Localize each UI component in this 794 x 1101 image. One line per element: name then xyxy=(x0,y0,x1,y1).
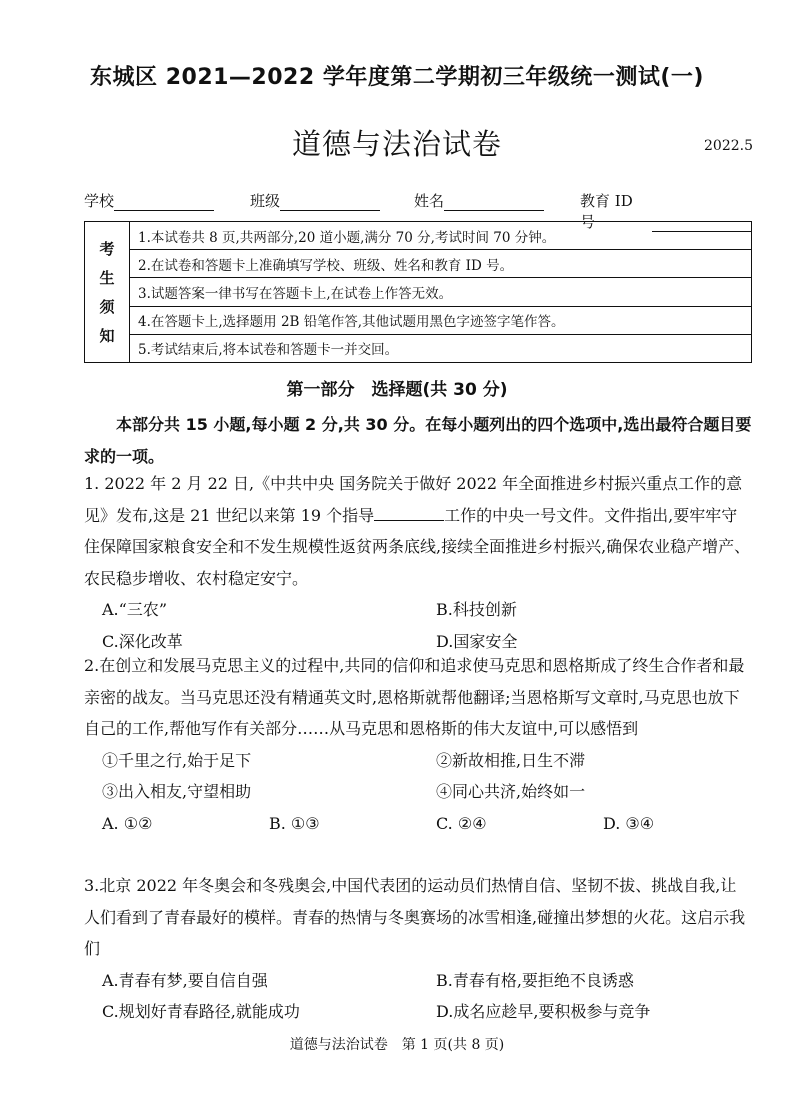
question-2 xyxy=(84,650,752,839)
option-c: C. ②④ xyxy=(436,813,487,833)
option-a: A.青春有梦,要自信自强 xyxy=(102,970,268,990)
education-id-field[interactable]: 教育 ID 号 xyxy=(580,190,752,232)
option-b: B.科技创新 xyxy=(436,600,517,619)
question-stem: 1. 2022 年 2 月 22 日,《中共中央 国务院关于做好 2022 年全面推进乡村振兴重点工作的意见》发布,这是 21 世纪以来第 19 个指导 工作的中央一号文件。文件指出,要牢牢守住保障国家粮食安全和不发生规模性返贫两条底线,接续全面推进乡村振兴,确保农业稳产增产、农民稳步增收、农村稳定安宁。 xyxy=(84,474,751,588)
student-info-fields xyxy=(84,190,752,231)
question-3 xyxy=(84,870,752,1028)
option-d: D. ③④ xyxy=(603,813,655,833)
option-d: D.国家安全 xyxy=(436,631,518,651)
exam-title: 东城区 2021—2022 学年度第二学期初三年级统一测试(一) xyxy=(90,65,704,90)
notice-item: 3.试题答案一律书写在答题卡上,在试卷上作答无效。 xyxy=(130,278,751,306)
page-footer: 道德与法治试卷 第 1 页(共 8 页) xyxy=(289,1037,505,1053)
statement-3: ③出入相友,守望相助 xyxy=(102,782,252,801)
exam-date: 2022.5 xyxy=(704,138,753,154)
option-c: C.规划好青春路径,就能成功 xyxy=(102,1002,300,1021)
statement-1: ①千里之行,始于足下 xyxy=(102,750,252,770)
option-d: D.成名应趁早,要积极参与竞争 xyxy=(436,1002,651,1021)
question-1 xyxy=(84,468,752,657)
name-field[interactable]: 姓名 xyxy=(414,190,544,211)
option-a: A.“三农” xyxy=(102,600,168,619)
option-c: C.深化改革 xyxy=(102,631,183,651)
option-b: B.青春有格,要拒绝不良诱惑 xyxy=(436,970,634,990)
class-field[interactable]: 班级 xyxy=(250,190,380,211)
notice-item: 4.在答题卡上,选择题用 2B 铅笔作答,其他试题用黑色字迹签字笔作答。 xyxy=(130,307,751,335)
notice-item: 1.本试卷共 8 页,共两部分,20 道小题,满分 70 分,考试时间 70 分钟。 xyxy=(130,222,751,250)
statement-4: ④同心共济,始终如一 xyxy=(436,782,586,801)
statement-2: ②新故相推,日生不滞 xyxy=(436,750,586,770)
school-field[interactable]: 学校 xyxy=(84,190,214,211)
subject-title: 道德与法治试卷 xyxy=(291,127,502,161)
notice-item: 5.考试结束后,将本试卷和答题卡一并交回。 xyxy=(138,342,399,359)
notice-item: 2.在试卷和答题卡上准确填写学校、班级、姓名和教育 ID 号。 xyxy=(130,250,751,278)
section-intro: 本部分共 15 小题,每小题 2 分,共 30 分。在每小题列出的四个选项中,选出最符合题目要求的一项。 xyxy=(84,415,752,466)
section-title: 第一部分 选择题(共 30 分) xyxy=(286,380,508,400)
answer-blank xyxy=(374,504,444,521)
notice-heading: 考 生 须 知 xyxy=(85,222,130,362)
question-stem: 2.在创立和发展马克思主义的过程中,共同的信仰和追求使马克思和恩格斯成了终生合作者和最亲密的战友。当马克思还没有精通英文时,恩格斯就帮他翻译;当恩格斯写文章时,马克思也放下自己的工作,帮他写作有关部分……从马克思和恩格斯的伟大友谊中,可以感悟到 xyxy=(84,656,745,738)
option-b: B. ①③ xyxy=(269,813,320,833)
exam-notice-box xyxy=(84,221,752,363)
question-stem: 3.北京 2022 年冬奥会和冬残奥会,中国代表团的运动员们热情自信、坚韧不拔、挑战自我,让人们看到了青春最好的模样。青春的热情与冬奥赛场的冰雪相逢,碰撞出梦想的火花。这启示我们 xyxy=(84,876,746,958)
option-a: A. ①② xyxy=(102,813,153,833)
